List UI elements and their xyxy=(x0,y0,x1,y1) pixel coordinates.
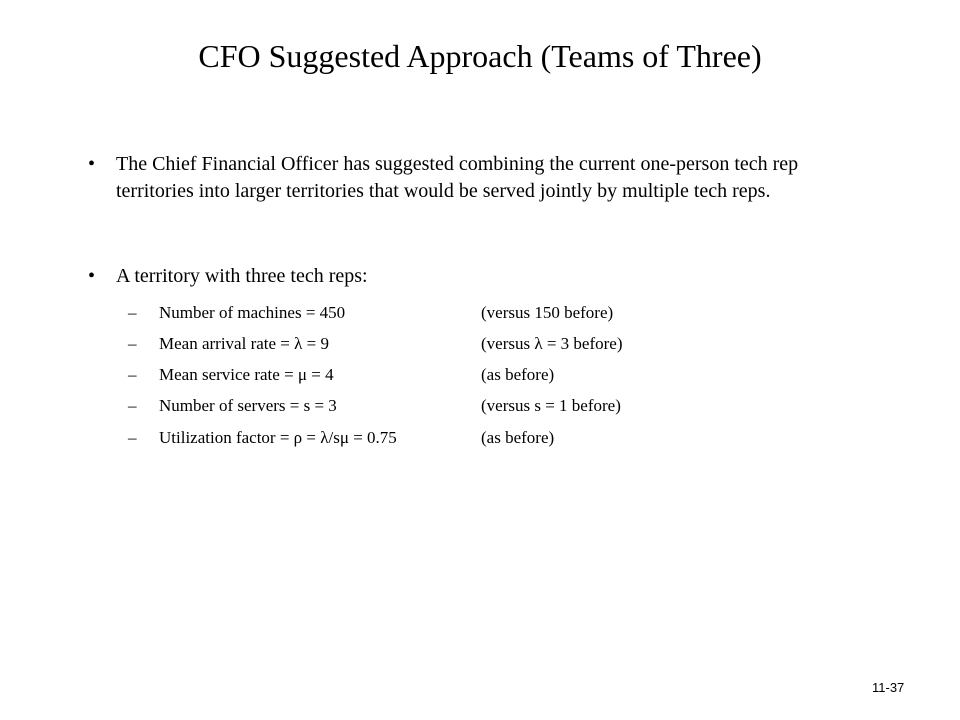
sub-item-note: (as before) xyxy=(481,428,555,447)
sub-item-text: Mean arrival rate = λ = 9 xyxy=(159,334,329,353)
sub-item-note: (as before) xyxy=(481,365,555,384)
dash-marker: – xyxy=(128,396,137,415)
dash-marker: – xyxy=(128,334,137,353)
page-number: 11-37 xyxy=(872,680,905,695)
sub-item-text: Utilization factor = ρ = λ/sμ = 0.75 xyxy=(159,428,397,447)
sub-item-text: Number of machines = 450 xyxy=(159,303,346,322)
sub-item-note: (versus λ = 3 before) xyxy=(481,334,623,353)
dash-marker: – xyxy=(128,365,137,384)
sub-item-note: (versus 150 before) xyxy=(481,303,614,322)
slide-title: CFO Suggested Approach (Teams of Three) xyxy=(198,38,762,74)
sub-item-note: (versus s = 1 before) xyxy=(481,396,621,415)
bullet-marker: • xyxy=(88,265,96,287)
sub-item-text: Mean service rate = μ = 4 xyxy=(159,365,334,384)
bullet-text: A territory with three tech reps: xyxy=(116,265,368,287)
dash-marker: – xyxy=(128,303,137,322)
sub-item-text: Number of servers = s = 3 xyxy=(159,396,337,415)
bullet-marker: • xyxy=(88,153,96,175)
dash-marker: – xyxy=(128,428,137,447)
bullet-text: The Chief Financial Officer has suggested combining the current one-person tech rep territories into larger territories that would be served jointly by multiple tech reps. xyxy=(116,153,799,202)
